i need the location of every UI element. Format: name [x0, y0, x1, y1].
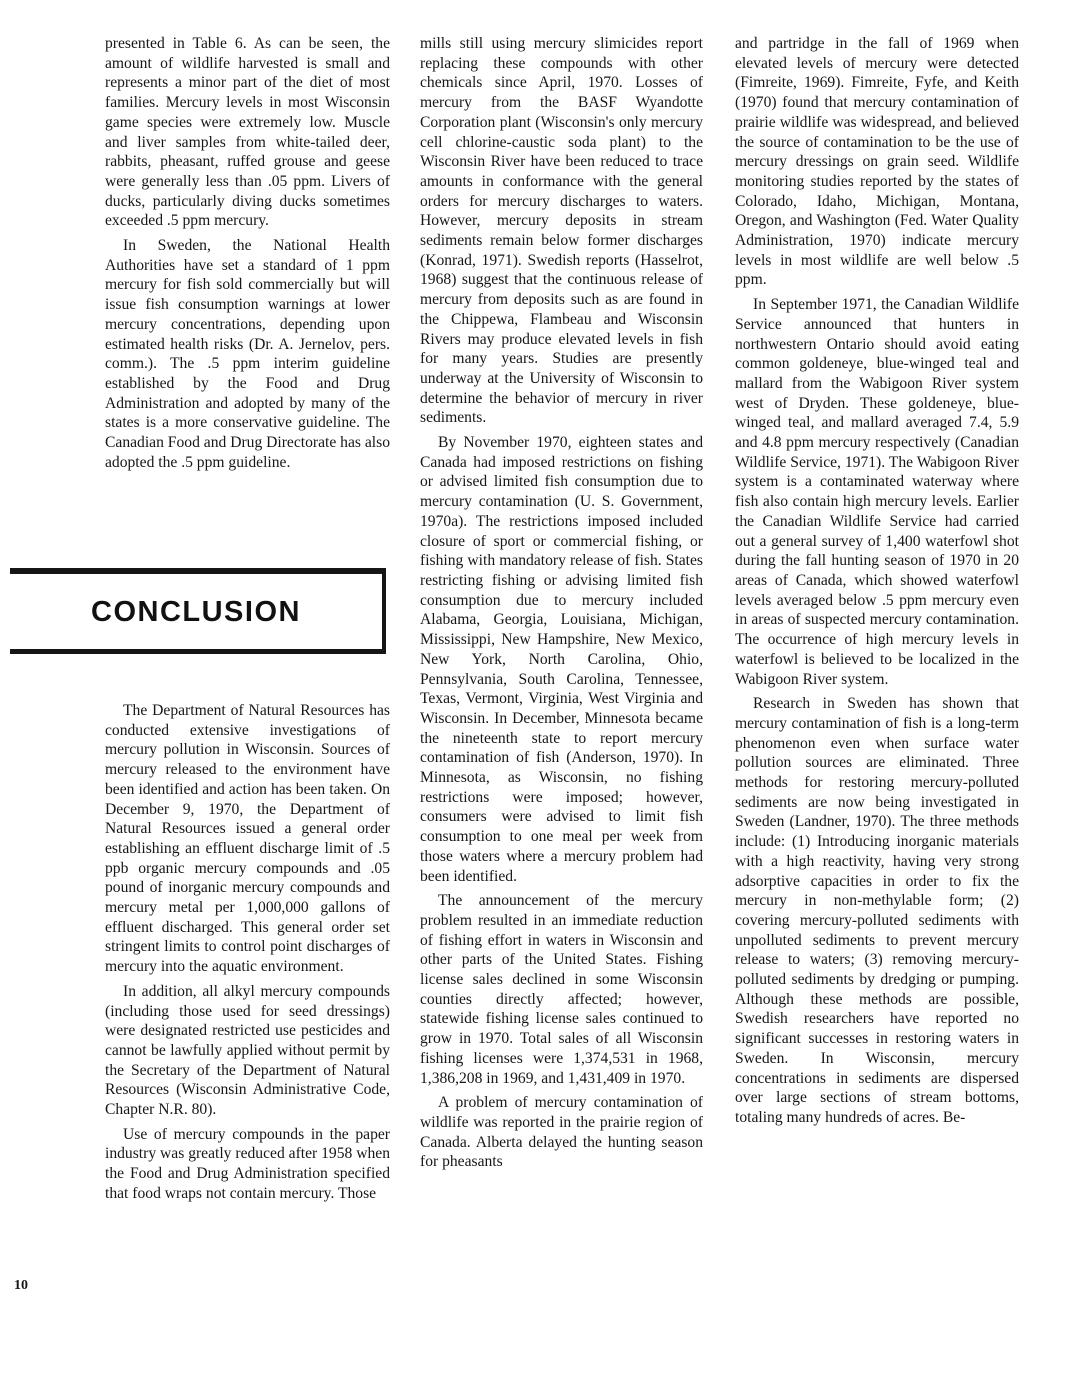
- heading-top-rule: [10, 568, 386, 574]
- paragraph: A problem of mercury contamination of wildlife was reported in the prairie region of Canada. Alberta delayed the hunting season for pheasants: [420, 1094, 703, 1171]
- column-1-top: [105, 34, 390, 472]
- paragraph: The Department of Natural Resources has conducted extensive investigations of mercury pollution in Wisconsin. Sources of mercury released to the environment have been identified and action has been taken. On December 9, 1970, the Department of Natural Resources issued a general order establishing an effluent discharge limit of .5 ppb organic mercury compounds and .05 pound of inorganic mercury compounds and mercury metal per 1,000,000 gallons of effluent discharged. This general order set stringent limits to control point discharges of mercury into the aquatic environment.: [105, 702, 390, 976]
- heading-right-rule: [382, 568, 386, 654]
- column-3: [735, 34, 1019, 1128]
- paragraph: By November 1970, eighteen states and Canada had imposed restrictions on fishing or advised limited fish consumption due to mercury contamination (U. S. Government, 1970a). The restrictions imposed included closure of sport or commercial fishing, or fishing with mandatory release of fish. States restricting fishing or advising limited fish consumption due to mercury included Alabama, Georgia, Louisiana, Michigan, Mississippi, New Hampshire, New Mexico, New York, North Carolina, Ohio, Pennsylvania, South Carolina, Tennessee, Texas, Vermont, Virginia, West Virginia and Wisconsin. In December, Minnesota became the nineteenth state to report mercury contamination of fish (Anderson, 1970). In Minnesota, as Wisconsin, no fishing restrictions were imposed; however, consumers were advised to limit fish consumption to one meal per week from those waters where a mercury problem had been identified.: [420, 434, 703, 885]
- column-1-bottom: [105, 701, 390, 1204]
- paragraph: The announcement of the mercury problem resulted in an immediate reduction of fishing effort in waters in Wisconsin and other parts of the United States. Fishing license sales declined in some Wisconsin counties directly affected; however, statewide fishing license sales continued to grow in 1970. Total sales of all Wisconsin fishing licenses were 1,374,531 in 1968, 1,386,208 in 1969, and 1,431,409 in 1970.: [420, 892, 703, 1087]
- paragraph: Research in Sweden has shown that mercury contamination of fish is a long-term phenomenon even when surface water pollution sources are eliminated. Three methods for restoring mercury-polluted sediments are now being investigated in Sweden (Landner, 1970). The three methods include: (1) Introducing inorganic materials with a high reactivity, having very strong adsorptive capacities in order to fix the mercury in non-methylable form; (2) covering mercury-polluted sediments with unpolluted sediments to prevent mercury release to waters; (3) removing mercury-polluted sediments by dredging or pumping. Although these methods are possible, Swedish researchers have reported no significant successes in restoring waters in Sweden. In Wisconsin, mercury concentrations in sediments are dispersed over large sections of stream bottoms, totaling many hundreds of acres. Be-: [735, 695, 1019, 1126]
- heading-bottom-rule: [10, 649, 386, 654]
- paragraph: mills still using mercury slimicides report replacing these compounds with other chemicals since April, 1970. Losses of mercury from the BASF Wyandotte Corporation plant (Wisconsin's only mercury cell chlorine-caustic soda plant) to the Wisconsin River have been reduced to trace amounts in conformance with the general orders for mercury discharges to waters. However, mercury deposits in stream sediments remain below former discharges (Konrad, 1971). Swedish reports (Hasselrot, 1968) suggest that the continuous release of mercury from deposits such as are found in the Chippewa, Flambeau and Wisconsin Rivers may produce elevated levels in fish for many years. Studies are presently underway at the University of Wisconsin to determine the behavior of mercury in river sediments.: [420, 35, 703, 427]
- section-heading: CONCLUSION: [91, 596, 301, 628]
- page-number: 10: [14, 1278, 28, 1293]
- conclusion-heading-box: [10, 568, 386, 654]
- paragraph: and partridge in the fall of 1969 when elevated levels of mercury were detected (Fimreite, 1969). Fimreite, Fyfe, and Keith (1970) found that mercury contamination of prairie wildlife was widespread, and believed the source of contamination to be the use of mercury dressings on grain seed. Wildlife monitoring studies reported by the states of Colorado, Idaho, Michigan, Montana, Oregon, and Washington (Fed. Water Quality Administration, 1970) indicate mercury levels in most wildlife are well below .5 ppm.: [735, 35, 1019, 289]
- paragraph: In Sweden, the National Health Authorities have set a standard of 1 ppm mercury for fish sold commercially but will issue fish consumption warnings at lower mercury concentrations, depending upon estimated health risks (Dr. A. Jernelov, pers. comm.). The .5 ppm interim guideline established by the Food and Drug Administration and adopted by many of the states is a more conservative guideline. The Canadian Food and Drug Directorate has also adopted the .5 ppm guideline.: [105, 237, 390, 471]
- column-2: [420, 34, 703, 1172]
- paragraph: presented in Table 6. As can be seen, the amount of wildlife harvested is small and represents a minor part of the diet of most families. Mercury levels in most Wisconsin game species were extremely low. Muscle and liver samples from white-tailed deer, rabbits, pheasant, ruffed grouse and geese were generally less than .05 ppm. Livers of ducks, particularly diving ducks sometimes exceeded .5 ppm mercury.: [105, 35, 390, 230]
- paragraph: In September 1971, the Canadian Wildlife Service announced that hunters in northwestern Ontario should avoid eating common goldeneye, blue-winged teal and mallard from the Wabigoon River system west of Dryden. These goldeneye, blue-winged teal, and mallard averaged 7.4, 5.9 and 4.8 ppm mercury respectively (Canadian Wildlife Service, 1971). The Wabigoon River system is a contaminated waterway where fish also contain high mercury levels. Earlier the Canadian Wildlife Service had carried out a general survey of 1,400 waterfowl shot during the fall hunting season of 1970 in 20 areas of Canada, which showed waterfowl levels averaged below .5 ppm mercury even in areas of suspected mercury contamination. The occurrence of high mercury levels in waterfowl is believed to be localized in the Wabigoon River system.: [735, 296, 1019, 688]
- paragraph: In addition, all alkyl mercury compounds (including those used for seed dressings) were designated restricted use pesticides and cannot be lawfully applied without permit by the Secretary of the Department of Natural Resources (Wisconsin Administrative Code, Chapter N.R. 80).: [105, 982, 390, 1119]
- paragraph: Use of mercury compounds in the paper industry was greatly reduced after 1958 when the Food and Drug Administration specified that food wraps not contain mercury. Those: [105, 1125, 390, 1202]
